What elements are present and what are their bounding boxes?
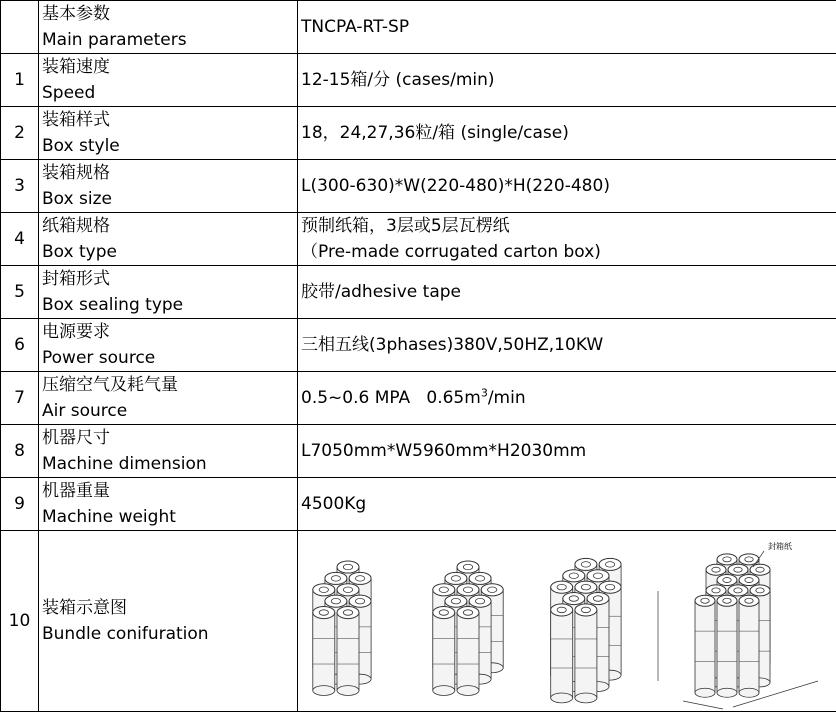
param-name-cell — [39, 107, 298, 160]
param-name-cn: 电源要求 — [42, 319, 297, 345]
param-value-line: 胶带/adhesive tape — [301, 279, 836, 305]
row-number: 2 — [1, 107, 39, 160]
cubic-superscript: 3 — [481, 386, 488, 399]
bundle-illustration-cell — [298, 531, 836, 712]
param-name-cn: 装箱规格 — [42, 160, 297, 186]
roll — [313, 606, 335, 695]
param-name-cn: 机器尺寸 — [42, 425, 297, 451]
row-number: 3 — [1, 160, 39, 213]
param-value-line — [301, 385, 836, 411]
table-row — [1, 54, 836, 107]
roll — [575, 604, 597, 703]
param-value-line: L7050mm*W5960mm*H2030mm — [301, 438, 836, 464]
row-number: 5 — [1, 266, 39, 319]
param-name-cn: 机器重量 — [42, 478, 297, 504]
table-row — [1, 319, 836, 372]
param-value-line: 4500Kg — [301, 491, 836, 517]
param-name-en: Box style — [42, 133, 297, 159]
param-name-cell — [39, 160, 298, 213]
sealing-tape-label: 封箱纸 — [768, 541, 792, 551]
param-name-cn: 装箱示意图 — [42, 595, 297, 621]
row-number: 1 — [1, 54, 39, 107]
param-name-cell — [39, 54, 298, 107]
bundle-group — [313, 561, 371, 696]
air-consumption-text: 0.5~0.6 MPA 0.65m — [301, 388, 481, 408]
bundle-group — [695, 554, 770, 697]
param-name-en: Air source — [42, 398, 297, 424]
param-value — [298, 266, 836, 319]
row-number: 9 — [1, 478, 39, 531]
param-value — [298, 54, 836, 107]
bundle-group — [433, 561, 503, 696]
bundle-diagram — [298, 531, 830, 711]
param-name-en: Power source — [42, 345, 297, 371]
table-row — [1, 478, 836, 531]
param-name-en: Bundle conifuration — [42, 621, 297, 647]
param-value-line: 预制纸箱，3层或5层瓦楞纸 — [301, 213, 836, 239]
param-name-cell — [39, 1, 298, 54]
param-name-en: Box sealing type — [42, 292, 297, 318]
table-row — [1, 372, 836, 425]
param-name-en: Machine dimension — [42, 451, 297, 477]
param-name-cell — [39, 266, 298, 319]
param-name-cell — [39, 213, 298, 266]
model-value: TNCPA-RT-SP — [298, 1, 836, 54]
param-name-cell — [39, 372, 298, 425]
param-value — [298, 319, 836, 372]
roll — [717, 595, 737, 697]
row-number — [1, 1, 39, 54]
table-row — [1, 531, 836, 712]
row-number: 8 — [1, 425, 39, 478]
param-value — [298, 425, 836, 478]
roll — [551, 604, 573, 703]
per-minute-text: /min — [488, 388, 526, 408]
param-name-en: Machine weight — [42, 504, 297, 530]
roll — [433, 606, 455, 695]
table-row-header — [1, 1, 836, 54]
param-name-cn: 基本参数 — [42, 1, 297, 27]
bundle-group — [551, 558, 621, 703]
param-value — [298, 478, 836, 531]
param-name-cell — [39, 478, 298, 531]
param-name-cell — [39, 531, 298, 712]
roll — [739, 595, 759, 697]
table-row — [1, 213, 836, 266]
param-name-cell — [39, 319, 298, 372]
param-name-en: Speed — [42, 80, 297, 106]
param-value-line: 三相五线(3phases)380V,50HZ,10KW — [301, 332, 836, 358]
table-row — [1, 266, 836, 319]
row-number: 10 — [1, 531, 39, 712]
table-row — [1, 425, 836, 478]
param-value — [298, 372, 836, 425]
param-name-cn: 纸箱规格 — [42, 213, 297, 239]
param-value-line: 18，24,27,36粒/箱 (single/case) — [301, 120, 836, 146]
param-value-line: L(300-630)*W(220-480)*H(220-480) — [301, 173, 836, 199]
row-number: 6 — [1, 319, 39, 372]
table-row — [1, 107, 836, 160]
param-value-line: 12-15箱/分 (cases/min) — [301, 67, 836, 93]
param-value — [298, 213, 836, 266]
param-name-cn: 装箱速度 — [42, 54, 297, 80]
roll — [457, 606, 479, 695]
roll — [337, 606, 359, 695]
table-row — [1, 160, 836, 213]
row-number: 7 — [1, 372, 39, 425]
param-value — [298, 160, 836, 213]
param-value-line: （Pre-made corrugated carton box) — [301, 239, 836, 265]
param-name-cn: 装箱样式 — [42, 107, 297, 133]
param-name-cn: 封箱形式 — [42, 266, 297, 292]
param-name-en: Main parameters — [42, 27, 297, 53]
param-value — [298, 107, 836, 160]
param-name-cn: 压缩空气及耗气量 — [42, 372, 297, 398]
param-name-cell — [39, 425, 298, 478]
roll — [695, 595, 715, 697]
row-number: 4 — [1, 213, 39, 266]
bundle-illustration — [298, 531, 830, 711]
param-name-en: Box size — [42, 186, 297, 212]
param-name-en: Box type — [42, 239, 297, 265]
